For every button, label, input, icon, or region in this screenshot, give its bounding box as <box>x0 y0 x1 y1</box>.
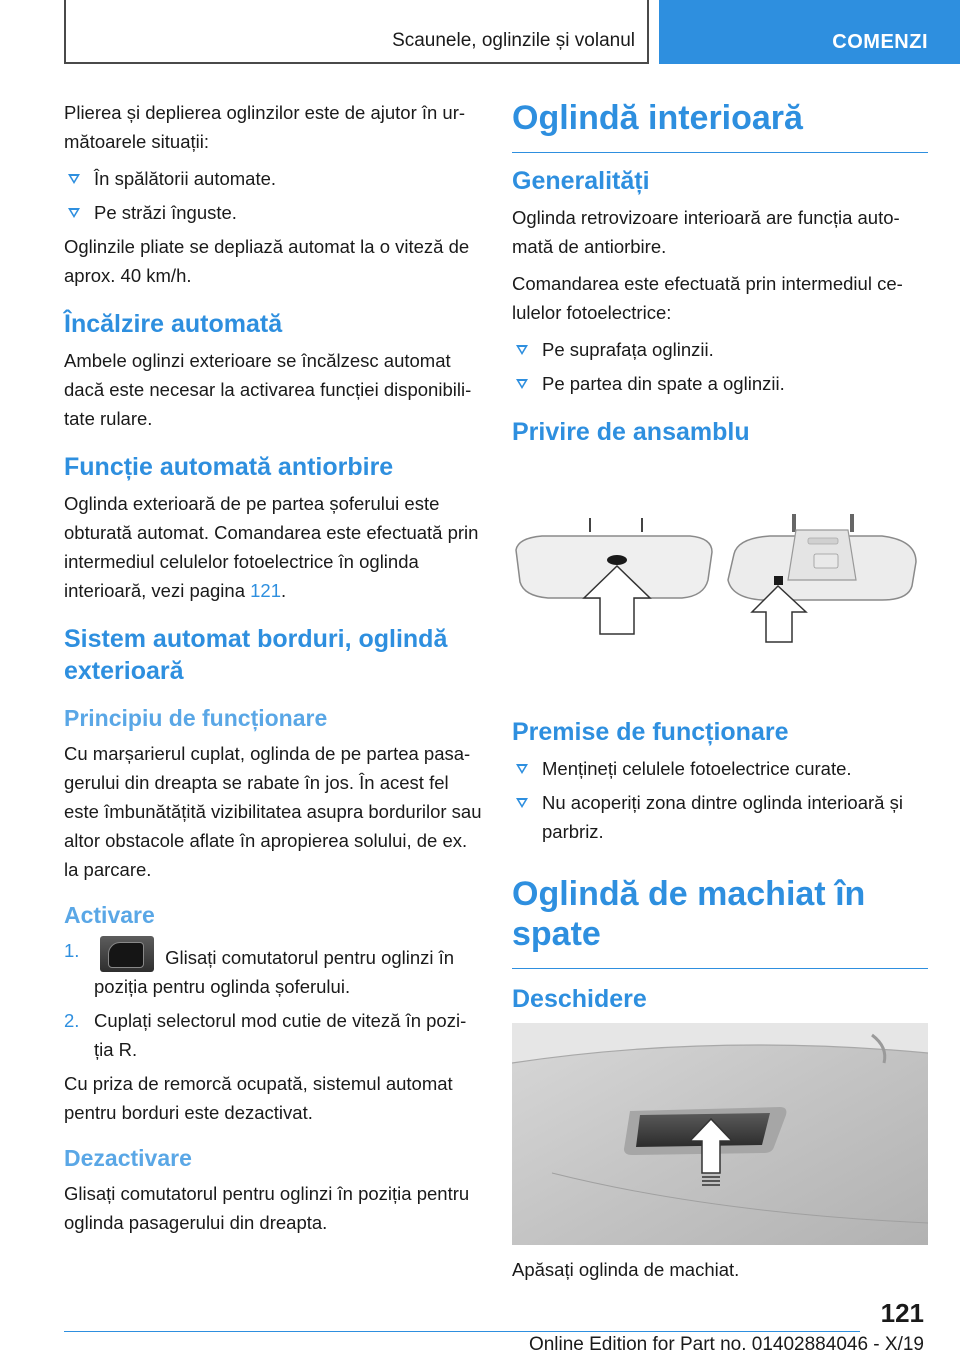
general-heading: Generalități <box>512 167 650 195</box>
heating-paragraph: Ambele oglinzi exterioare se încălzesc automat dacă este necesar la activarea funcției disponibili‐tate rulare. <box>64 350 472 429</box>
bullet-triangle-icon <box>68 174 80 184</box>
opening-caption: Apăsați oglinda de machiat. <box>512 1259 740 1280</box>
principle-paragraph: Cu marșarierul cuplat, oglinda de pe partea pasa‐gerului din dreapta se rabate în jos. În acest fel este îmbunătățită vizibilitatea asupra bordurilor sau altor obstacole aflate în apropierea solului, de ex. la parcare. <box>64 743 482 880</box>
footer-divider <box>64 1331 860 1332</box>
page-number: 121 <box>880 1298 924 1328</box>
curb-heading: Sistem automat borduri, oglindă exterioară <box>64 625 448 685</box>
bullet-text: Mențineți celulele fotoelectrice curate. <box>542 758 852 779</box>
footer-edition: Online Edition for Part no. 01402884046 - X/19 <box>528 1334 924 1355</box>
bullet-triangle-icon <box>516 379 528 389</box>
step-text: Cuplați selectorul mod cutie de viteză în pozi‐ția R. <box>94 1010 467 1060</box>
unfold-paragraph: Oglinzile pliate se depliază automat la o viteză de aprox. 40 km/h. <box>64 236 470 286</box>
numbered-step <box>64 1006 482 1064</box>
prereq-heading: Premise de funcționare <box>512 718 789 746</box>
section-label: COMENZI <box>832 31 928 53</box>
activation-heading: Activare <box>64 902 155 928</box>
bullet-text: Pe partea din spate a oglinzii. <box>542 373 785 394</box>
numbered-step <box>64 936 482 1001</box>
step-text: Glisați comutatorul pentru oglinzi în poziția pentru oglinda șoferului. <box>94 947 455 997</box>
vanity-mirror-photo <box>512 1023 928 1245</box>
page-link[interactable]: 121 <box>250 580 282 601</box>
deactivation-paragraph: Glisați comutatorul pentru oglinzi în poziția pentru oglinda pasagerului din dreapta. <box>64 1183 470 1233</box>
intro-paragraph: Plierea și deplierea oglinzilor este de ajutor în ur‐mătoarele situații: <box>64 102 466 152</box>
step-number: 1. <box>64 940 80 961</box>
bullet-triangle-icon <box>68 208 80 218</box>
list-item <box>512 754 928 783</box>
bullet-text: În spălătorii automate. <box>94 168 277 189</box>
antiglare-text: Oglinda exterioară de pe partea șoferului este obturată automat. Comandarea este efectuată prin intermediul celulelor fotoelectrice în oglinda interioară, vezi pagina <box>64 493 479 601</box>
bullet-triangle-icon <box>516 798 528 808</box>
section-tab <box>659 0 960 64</box>
right-column <box>512 98 928 1284</box>
bullet-text: Pe străzi înguste. <box>94 202 237 223</box>
list-item <box>512 788 928 846</box>
overview-heading: Privire de ansamblu <box>512 418 750 446</box>
step-number: 2. <box>64 1010 80 1031</box>
list-item <box>64 164 482 193</box>
deactivation-heading: Dezactivare <box>64 1145 192 1171</box>
left-column <box>64 98 482 1245</box>
interior-mirror-heading: Oglindă interioară <box>512 98 928 153</box>
mirror-switch-icon <box>100 936 154 972</box>
interior-mirror-illustration <box>512 458 928 698</box>
opening-heading: Deschidere <box>512 985 647 1013</box>
chapter-title: Scaunele, oglinzile și volanul <box>392 30 635 51</box>
list-item <box>64 198 482 227</box>
mirror-front-view <box>516 518 712 634</box>
antiglare-paragraph <box>64 489 482 605</box>
general-paragraph-2: Comandarea este efectuată prin intermediul ce‐lulelor fotoelectrice: <box>512 273 903 323</box>
heating-heading: Încălzire automată <box>64 310 283 338</box>
vanity-mirror-heading: Oglindă de machiat în spate <box>512 874 928 969</box>
antiglare-heading: Funcție automată antiorbire <box>64 453 394 481</box>
trailer-paragraph: Cu priza de remorcă ocupată, sistemul automat pentru borduri este dezactivat. <box>64 1073 453 1123</box>
bullet-text: Nu acoperiți zona dintre oglinda interioară și parbriz. <box>542 792 903 842</box>
general-paragraph-1: Oglinda retrovizoare interioară are funcția auto‐mată de antiorbire. <box>512 207 900 257</box>
list-item <box>512 369 928 398</box>
chapter-tab <box>64 0 649 64</box>
bullet-text: Pe suprafața oglinzii. <box>542 339 714 360</box>
list-item <box>512 335 928 364</box>
principle-heading: Principiu de funcționare <box>64 705 328 731</box>
mirror-rear-view <box>728 514 916 642</box>
antiglare-text-end: . <box>281 580 287 601</box>
bullet-triangle-icon <box>516 764 528 774</box>
bullet-triangle-icon <box>516 345 528 355</box>
